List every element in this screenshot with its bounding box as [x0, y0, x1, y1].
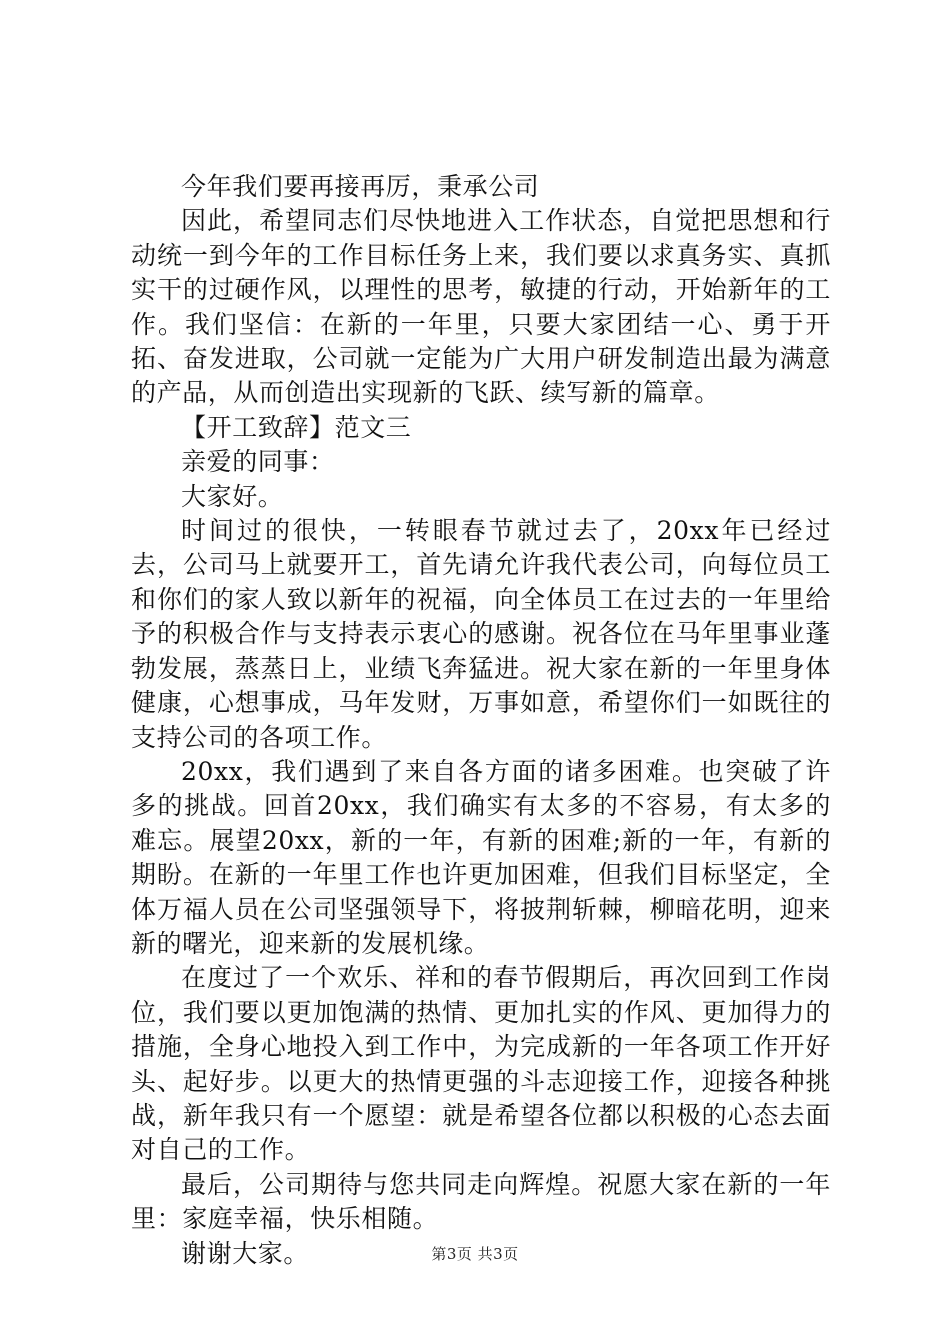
- salutation: 亲爱的同事：: [181, 447, 335, 477]
- paragraph-thanks: 谢谢大家。: [181, 1238, 310, 1268]
- paragraph-return-to-work: 在度过了一个欢乐、祥和的春节假期后，再次回到工作岗位，我们要以更加饱满的热情、更加扎实的作风、更加得力的措施，全身心地投入到工作中，为完成新的一年各项工作开好头、起好步。以更大的热情更强的斗志迎接工作，迎接各种挑战，新年我只有一个愿望：就是希望各位都以积极的心态去面对自己的工作。: [131, 963, 831, 1165]
- section-heading: 【开工致辞】范文三: [181, 412, 412, 442]
- page-footer: 第3页 共3页: [431, 1245, 519, 1263]
- greeting: 大家好。: [181, 481, 284, 511]
- paragraph-closing-wish: 最后，公司期待与您共同走向辉煌。祝愿大家在新的一年里：家庭幸福，快乐相随。: [131, 1169, 831, 1234]
- paragraph-resolve: 因此，希望同志们尽快地进入工作状态，自觉把思想和行动统一到今年的工作目标任务上来，我们要以求真务实、真抓实干的过硬作风，以理性的思考，敏捷的行动，开始新年的工作。我们坚信：在新的一年里，只要大家团结一心、勇于开拓、奋发进取，公司就一定能为广大用户研发制造出最为满意的产品，从而创造出实现新的飞跃、续写新的篇章。: [131, 206, 831, 408]
- paragraph-intro: 今年我们要再接再厉，秉承公司: [181, 172, 540, 201]
- paragraph-new-year-wishes: 时间过的很快，一转眼春节就过去了，20xx年已经过去，公司马上就要开工，首先请允许我代表公司，向每位员工和你们的家人致以新年的祝福，向全体员工在过去的一年里给予的积极合作与支持表示衷心的感谢。祝各位在马年里事业蓬勃发展，蒸蒸日上，业绩飞奔猛进。祝大家在新的一年里身体健康，心想事成，马年发财，万事如意，希望你们一如既往的支持公司的各项工作。: [131, 516, 831, 752]
- document-body: [131, 170, 831, 1271]
- paragraph-review-outlook: 20xx，我们遇到了来自各方面的诸多困难。也突破了许多的挑战。回首20xx，我们确实有太多的不容易，有太多的难忘。展望20xx，新的一年，有新的困难;新的一年，有新的期盼。在新的一年里工作也许更加困难，但我们目标坚定，全体万福人员在公司坚强领导下，将披荆斩棘，柳暗花明，迎来新的曙光，迎来新的发展机缘。: [131, 756, 831, 958]
